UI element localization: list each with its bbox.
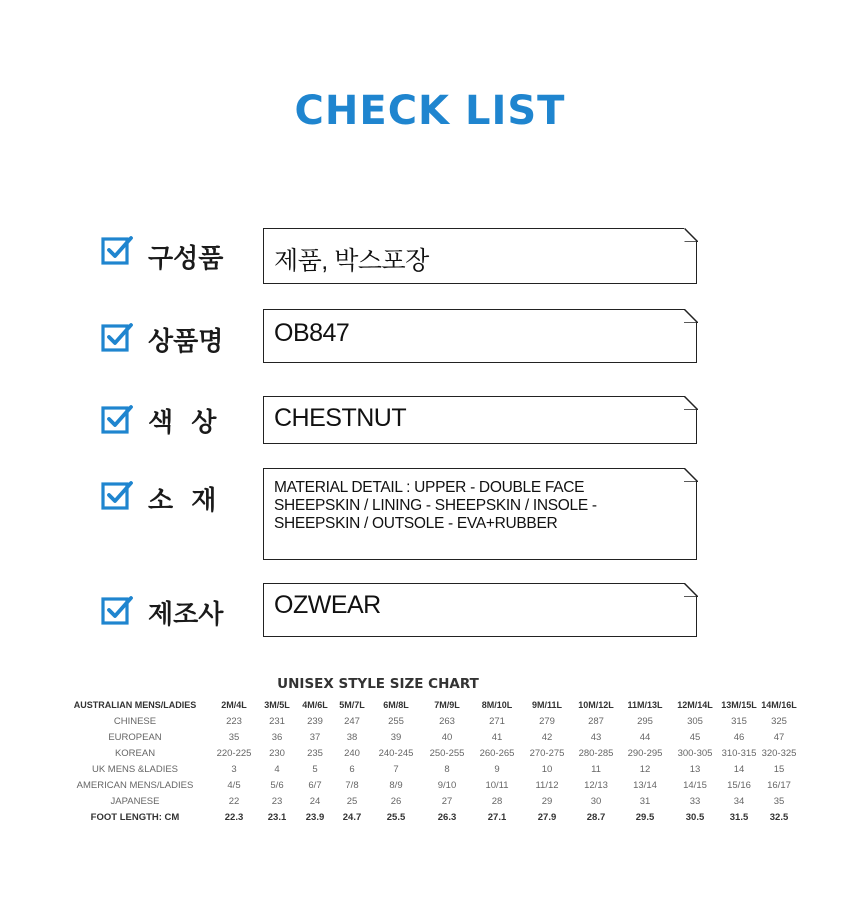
size-chart-cell: 255 xyxy=(388,715,404,727)
size-chart-cell: 22 xyxy=(228,795,240,807)
size-chart-cell: 16/17 xyxy=(767,779,791,791)
size-chart-cell: 305 xyxy=(687,715,703,727)
size-chart-cell: 10M/12L xyxy=(578,700,614,710)
size-chart-row xyxy=(60,729,800,745)
size-chart-cell: 42 xyxy=(541,731,553,743)
checklist-label: 색 상 xyxy=(148,408,217,438)
size-chart-cell: 263 xyxy=(439,715,455,727)
size-chart-cell: 33 xyxy=(689,795,701,807)
size-chart-cell: 5M/7L xyxy=(339,700,365,710)
checkbox-checked-icon xyxy=(100,402,134,436)
size-chart-row-label: JAPANESE xyxy=(110,795,160,807)
size-chart-cell: 12M/14L xyxy=(677,700,713,710)
checklist-value: 제품, 박스포장 xyxy=(274,247,429,275)
size-chart-cell: 15 xyxy=(773,763,785,775)
size-chart-row xyxy=(60,697,800,713)
size-chart-cell: 260-265 xyxy=(479,747,515,759)
size-chart-cell: 13 xyxy=(689,763,701,775)
size-chart-cell: 36 xyxy=(271,731,283,743)
checklist-label: 상품명 xyxy=(148,327,224,357)
size-chart-cell: 279 xyxy=(539,715,555,727)
size-chart-cell: 4/5 xyxy=(227,779,241,791)
size-chart-cell: 250-255 xyxy=(429,747,465,759)
size-chart-cell: 22.3 xyxy=(224,811,244,823)
size-chart-cell: 320-325 xyxy=(761,747,797,759)
size-chart-cell: 3M/5L xyxy=(264,700,290,710)
size-chart-cell: 11/12 xyxy=(535,779,559,791)
size-chart-cell: 24.7 xyxy=(342,811,362,823)
size-chart-cell: 40 xyxy=(441,731,453,743)
size-chart-cell: 310-315 xyxy=(721,747,757,759)
size-chart-cell: 14/15 xyxy=(683,779,707,791)
size-chart-cell: 235 xyxy=(307,747,323,759)
checklist-row-color xyxy=(100,396,700,444)
size-chart-cell: 325 xyxy=(771,715,787,727)
size-chart-cell: 6/7 xyxy=(308,779,322,791)
checkbox-checked-icon xyxy=(100,233,134,267)
checklist-label: 제조사 xyxy=(148,600,224,630)
checklist-value: OB847 xyxy=(274,319,350,347)
size-chart-cell: 32.5 xyxy=(769,811,789,823)
size-chart-cell: 14M/16L xyxy=(761,700,797,710)
size-chart-cell: 31.5 xyxy=(729,811,749,823)
size-chart-cell: 271 xyxy=(489,715,505,727)
size-chart-cell: 7/8 xyxy=(345,779,359,791)
page-fold-icon xyxy=(684,468,698,482)
size-chart-cell: 23 xyxy=(271,795,283,807)
size-chart-cell: 25 xyxy=(346,795,358,807)
size-chart-table xyxy=(60,697,800,825)
checklist-value: CHESTNUT xyxy=(274,404,407,432)
page-title: CHECK LIST xyxy=(294,88,566,134)
checklist-row-components xyxy=(100,228,700,284)
size-chart-cell: 28 xyxy=(491,795,503,807)
size-chart-cell: 41 xyxy=(491,731,503,743)
page-fold-icon xyxy=(684,396,698,410)
size-chart-cell: 6 xyxy=(349,763,355,775)
size-chart-cell: 13/14 xyxy=(633,779,657,791)
value-box xyxy=(263,583,697,637)
checkbox-checked-icon xyxy=(100,593,134,627)
size-chart-cell: 290-295 xyxy=(627,747,663,759)
size-chart-row-label: EUROPEAN xyxy=(108,731,162,743)
size-chart-row-label: KOREAN xyxy=(114,747,156,759)
size-chart-cell: 28.7 xyxy=(586,811,606,823)
size-chart-cell: 295 xyxy=(637,715,653,727)
size-chart-row-label: FOOT LENGTH: CM xyxy=(90,811,180,823)
size-chart-cell: 287 xyxy=(588,715,604,727)
size-chart-cell: 13M/15L xyxy=(721,700,757,710)
size-chart-cell: 7 xyxy=(393,763,399,775)
size-chart-row-label: UK MENS &LADIES xyxy=(91,763,179,775)
size-chart-cell: 26 xyxy=(390,795,402,807)
size-chart-cell: 34 xyxy=(733,795,745,807)
value-box xyxy=(263,309,697,363)
size-chart-cell: 35 xyxy=(228,731,240,743)
size-chart-row-label: AMERICAN MENS/LADIES xyxy=(76,779,194,791)
size-chart-cell: 37 xyxy=(309,731,321,743)
page-fold-icon xyxy=(684,228,698,242)
size-chart-cell: 11M/13L xyxy=(627,700,663,710)
size-chart-cell: 239 xyxy=(307,715,323,727)
checklist-value: MATERIAL DETAIL : UPPER - DOUBLE FACE SHEEPSKIN / LINING - SHEEPSKIN / INSOLE - SHEEPSKIN / OUTSOLE - EVA+RUBBER xyxy=(274,479,597,532)
size-chart-cell: 230 xyxy=(269,747,285,759)
size-chart-cell: 46 xyxy=(733,731,745,743)
size-chart-cell: 231 xyxy=(269,715,285,727)
size-chart-cell: 8M/10L xyxy=(481,700,513,710)
size-chart-cell: 9 xyxy=(494,763,500,775)
size-chart-cell: 220-225 xyxy=(216,747,252,759)
size-chart-cell: 30.5 xyxy=(685,811,705,823)
size-chart-cell: 14 xyxy=(733,763,745,775)
size-chart-cell: 7M/9L xyxy=(434,700,460,710)
size-chart-cell: 11 xyxy=(591,763,601,775)
size-chart-cell: 9M/11L xyxy=(531,700,562,710)
size-chart-cell: 223 xyxy=(226,715,242,727)
size-chart-cell: 43 xyxy=(590,731,602,743)
size-chart-cell: 12/13 xyxy=(584,779,608,791)
size-chart-cell: 23.9 xyxy=(305,811,325,823)
size-chart-cell: 240 xyxy=(344,747,360,759)
size-chart-row xyxy=(60,777,800,793)
size-chart-cell: 5/6 xyxy=(270,779,284,791)
size-chart-cell: 2M/4L xyxy=(221,700,247,710)
size-chart-title: UNISEX STYLE SIZE CHART xyxy=(277,676,479,692)
value-box xyxy=(263,396,697,444)
size-chart-cell: 315 xyxy=(731,715,747,727)
size-chart-cell: 8 xyxy=(444,763,450,775)
size-chart-cell: 9/10 xyxy=(437,779,457,791)
size-chart-cell: 270-275 xyxy=(529,747,565,759)
checkbox-checked-icon xyxy=(100,478,134,512)
value-box xyxy=(263,228,697,284)
size-chart-cell: 27.9 xyxy=(537,811,557,823)
size-chart-row xyxy=(60,761,800,777)
size-chart-cell: 5 xyxy=(312,763,318,775)
size-chart-row xyxy=(60,713,800,729)
size-chart-cell: 10 xyxy=(541,763,553,775)
size-chart-cell: 6M/8L xyxy=(383,700,409,710)
checklist-value: OZWEAR xyxy=(274,591,381,619)
size-chart-cell: 10/11 xyxy=(485,779,509,791)
checklist-label: 구성품 xyxy=(148,244,224,274)
size-chart-row xyxy=(60,793,800,809)
checklist-row-manufacturer xyxy=(100,583,700,637)
size-chart-cell: 240-245 xyxy=(378,747,414,759)
size-chart-cell: 247 xyxy=(344,715,360,727)
size-chart-cell: 25.5 xyxy=(386,811,406,823)
checklist-row-material xyxy=(100,468,700,560)
size-chart-cell: 27 xyxy=(441,795,453,807)
size-chart-cell: 27.1 xyxy=(487,811,507,823)
size-chart-cell: 280-285 xyxy=(578,747,614,759)
size-chart-cell: 8/9 xyxy=(389,779,403,791)
size-chart-cell: 35 xyxy=(773,795,785,807)
size-chart-cell: 3 xyxy=(231,763,237,775)
checklist-label: 소 재 xyxy=(148,486,217,516)
size-chart-cell: 45 xyxy=(689,731,701,743)
value-box xyxy=(263,468,697,560)
size-chart-cell: 26.3 xyxy=(437,811,457,823)
size-chart-row xyxy=(60,809,800,825)
size-chart-cell: 30 xyxy=(590,795,602,807)
size-chart-row xyxy=(60,745,800,761)
size-chart-cell: 4 xyxy=(274,763,280,775)
size-chart-cell: 47 xyxy=(773,731,785,743)
page-fold-icon xyxy=(684,309,698,323)
size-chart-cell: 29 xyxy=(541,795,553,807)
size-chart-cell: 300-305 xyxy=(677,747,713,759)
size-chart-cell: 4M/6L xyxy=(302,700,328,710)
size-chart-row-label: CHINESE xyxy=(113,715,157,727)
size-chart-cell: 38 xyxy=(346,731,358,743)
checkbox-checked-icon xyxy=(100,320,134,354)
size-chart-cell: 23.1 xyxy=(267,811,287,823)
size-chart-row-label: AUSTRALIAN MENS/LADIES xyxy=(73,700,197,710)
size-chart-cell: 15/16 xyxy=(727,779,751,791)
size-chart-cell: 24 xyxy=(309,795,321,807)
size-chart-cell: 29.5 xyxy=(635,811,655,823)
size-chart-cell: 31 xyxy=(639,795,651,807)
page-fold-icon xyxy=(684,583,698,597)
size-chart-cell: 39 xyxy=(390,731,402,743)
size-chart-cell: 44 xyxy=(639,731,651,743)
checklist-row-product-name xyxy=(100,309,700,363)
size-chart-cell: 12 xyxy=(639,763,651,775)
